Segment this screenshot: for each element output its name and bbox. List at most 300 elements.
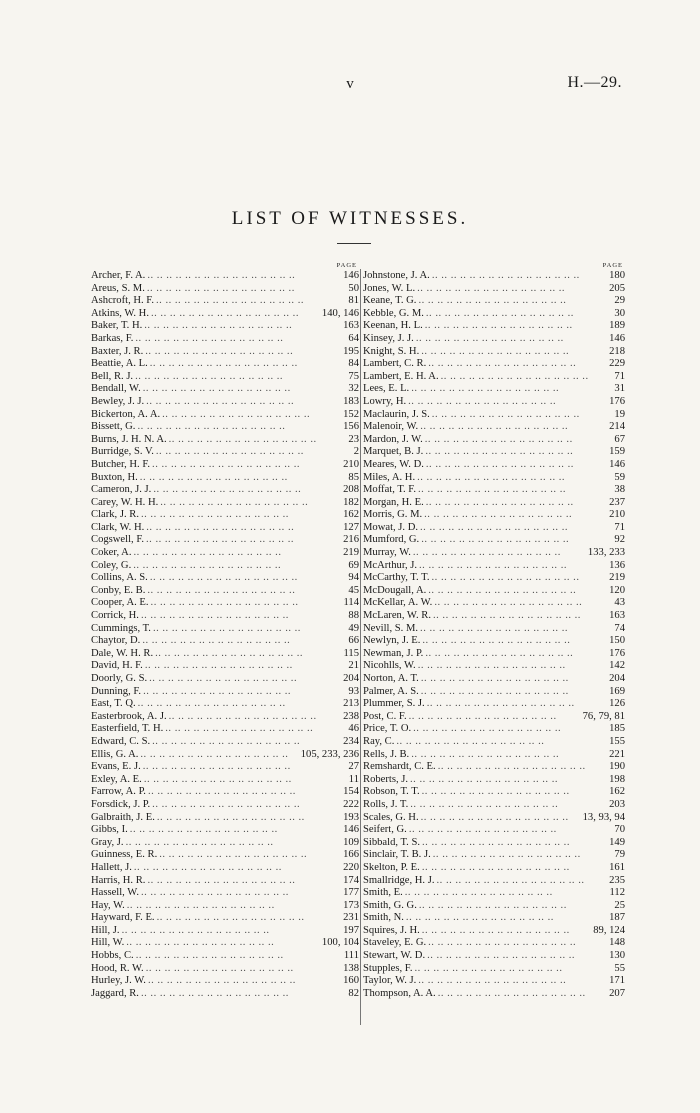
page-header-center: v — [346, 76, 354, 92]
witness-entry — [363, 421, 625, 434]
leader-dots: .. .. .. .. .. .. .. .. .. .. .. .. .. .. .. .. — [133, 861, 282, 873]
witness-page-ref: 180 — [609, 270, 625, 281]
witness-name: Mowat, J. D. — [363, 521, 419, 533]
witness-entry — [91, 320, 359, 333]
witness-entry — [91, 900, 359, 913]
witness-name: Hurley, J. W. — [91, 975, 146, 987]
witness-name: Easterfield, T. H. — [91, 723, 164, 735]
witness-entry — [91, 812, 359, 825]
witness-page-ref: 45 — [348, 584, 359, 596]
witness-entry — [91, 610, 359, 623]
witness-name: Skelton, P. E. — [363, 861, 420, 873]
witness-page-ref: 127 — [343, 521, 359, 533]
witness-page-ref: 177 — [343, 887, 359, 899]
witness-entry — [91, 472, 359, 485]
witness-name: Keane, T. G. — [363, 295, 417, 307]
witness-name: Buxton, H. — [91, 471, 138, 483]
witness-page-ref: 66 — [348, 635, 359, 647]
witness-page-ref: 111 — [343, 950, 359, 962]
witness-name: Exley, A. E. — [91, 773, 142, 785]
leader-dots: .. .. .. .. .. .. .. .. .. .. .. .. .. .. .. .. — [142, 761, 291, 773]
leader-dots: .. .. .. .. .. .. .. .. .. .. .. .. .. .. .. .. — [434, 597, 583, 609]
witness-entry — [91, 673, 359, 686]
witness-entry — [363, 761, 625, 774]
witness-entry — [363, 937, 625, 950]
witness-name: Nicohlls, W. — [363, 660, 416, 672]
witness-entry — [91, 547, 359, 560]
witness-entry — [363, 396, 625, 409]
witness-entry — [91, 497, 359, 510]
witness-page-ref: 166 — [343, 849, 359, 861]
witness-page-ref: 100, 104 — [321, 937, 359, 949]
witness-page-ref: 231 — [343, 912, 359, 924]
leader-dots: .. .. .. .. .. .. .. .. .. .. .. .. .. .. .. .. — [431, 408, 580, 420]
witness-name: Gray, J. — [91, 836, 124, 848]
leader-dots: .. .. .. .. .. .. .. .. .. .. .. .. .. .. .. .. — [149, 358, 298, 370]
witness-name: Coker, A. — [91, 547, 132, 559]
leader-dots: .. .. .. .. .. .. .. .. .. .. .. .. .. .. .. .. — [129, 824, 278, 836]
witness-page-ref: 133, 233 — [587, 547, 625, 559]
witness-page-ref: 146 — [609, 332, 625, 344]
leader-dots: .. .. .. .. .. .. .. .. .. .. .. .. .. .. .. .. — [420, 673, 569, 684]
witness-name: Jones, W. L. — [363, 282, 416, 294]
witness-page-ref: 38 — [614, 484, 625, 496]
leader-dots: .. .. .. .. .. .. .. .. .. .. .. .. .. .. .. .. — [144, 320, 293, 332]
witness-name: Conby, E. B. — [91, 584, 146, 596]
witness-name: Dale, W. H. R. — [91, 647, 154, 659]
leader-dots: .. .. .. .. .. .. .. .. .. .. .. .. .. .. .. .. — [428, 584, 577, 596]
witness-entry — [91, 963, 359, 976]
witness-page-ref: 85 — [348, 471, 359, 483]
leader-dots: .. .. .. .. .. .. .. .. .. .. .. .. .. .. .. .. — [155, 647, 304, 659]
witness-page-ref: 219 — [343, 547, 359, 559]
witness-page-ref: 31 — [614, 383, 625, 395]
witness-page-ref: 237 — [609, 496, 625, 508]
witness-name: Clark, W. H. — [91, 521, 145, 533]
leader-dots: .. .. .. .. .. .. .. .. .. .. .. .. .. .. .. .. — [424, 320, 573, 332]
witness-page-ref: 195 — [343, 345, 359, 357]
witness-page-ref: 148 — [609, 937, 625, 949]
witness-page-ref: 71 — [614, 370, 625, 382]
leader-dots: .. .. .. .. .. .. .. .. .. .. .. .. .. .. .. .. — [159, 849, 308, 861]
leader-dots: .. .. .. .. .. .. .. .. .. .. .. .. .. .. .. .. — [165, 723, 314, 735]
witness-name: Seifert, G. — [363, 824, 407, 836]
leader-dots: .. .. .. .. .. .. .. .. .. .. .. .. .. .. .. .. — [147, 584, 296, 596]
witness-name: Hay, W. — [91, 899, 125, 911]
witness-name: Robson, T. T. — [363, 786, 420, 798]
witness-name: Smith, N. — [363, 912, 404, 924]
leader-dots: .. .. .. .. .. .. .. .. .. .. .. .. .. .. .. .. — [140, 987, 289, 999]
witness-entry — [363, 409, 625, 422]
leader-dots: .. .. .. .. .. .. .. .. .. .. .. .. .. .. .. .. — [135, 950, 284, 962]
leader-dots: .. .. .. .. .. .. .. .. .. .. .. .. .. .. .. .. — [427, 950, 576, 962]
witness-name: Atkins, W. H. — [91, 307, 149, 319]
witness-name: Moffat, T. F. — [363, 484, 417, 496]
leader-dots: .. .. .. .. .. .. .. .. .. .. .. .. .. .. .. .. — [152, 798, 301, 810]
leader-dots: .. .. .. .. .. .. .. .. .. .. .. .. .. .. .. .. — [140, 509, 289, 521]
witness-name: Forsdick, J. P. — [91, 798, 151, 810]
witness-page-ref: 69 — [348, 559, 359, 571]
witness-page-ref: 174 — [343, 874, 359, 886]
witness-name: Stewart, W. D. — [363, 950, 426, 962]
witness-entry — [363, 585, 625, 598]
witness-page-ref: 30 — [614, 307, 625, 319]
leader-dots: .. .. .. .. .. .. .. .. .. .. .. .. .. .. .. .. — [410, 798, 559, 810]
leader-dots: .. .. .. .. .. .. .. .. .. .. .. .. .. .. .. .. — [436, 874, 585, 886]
witness-entry — [91, 597, 359, 610]
page-column-label: PAGE — [602, 262, 623, 269]
witness-page-ref: 238 — [343, 710, 359, 722]
witness-entry — [363, 358, 625, 371]
witness-page-ref: 130 — [609, 950, 625, 962]
witness-page-ref: 204 — [609, 673, 625, 684]
witness-page-ref: 120 — [609, 584, 625, 596]
witness-page-ref: 13, 93, 94 — [582, 811, 625, 823]
leader-dots: .. .. .. .. .. .. .. .. .. .. .. .. .. .. .. .. — [155, 446, 304, 458]
witness-name: Ray, C. — [363, 735, 395, 747]
leader-dots: .. .. .. .. .. .. .. .. .. .. .. .. .. .. .. .. — [420, 622, 569, 634]
witness-page-ref: 162 — [609, 786, 625, 798]
witness-entry — [363, 459, 625, 472]
witness-name: Hassell, W. — [91, 887, 139, 899]
leader-dots: .. .. .. .. .. .. .. .. .. .. .. .. .. .. .. .. — [146, 534, 294, 546]
witness-name: Baker, T. H. — [91, 320, 143, 332]
leader-dots: .. .. .. .. .. .. .. .. .. .. .. .. .. .. .. .. — [160, 496, 309, 508]
witness-page-ref: 94 — [348, 572, 359, 584]
witness-name: Miles, A. H. — [363, 471, 416, 483]
witness-entry — [91, 912, 359, 925]
witness-entry — [363, 560, 625, 573]
witness-entry — [91, 799, 359, 812]
leader-dots: .. .. .. .. .. .. .. .. .. .. .. .. .. .. .. .. — [418, 484, 566, 496]
title-rule — [337, 243, 371, 244]
witness-entry — [363, 723, 625, 736]
witness-name: Smith, E. — [363, 887, 403, 899]
leader-dots: .. .. .. .. .. .. .. .. .. .. .. .. .. .. .. .. — [418, 975, 567, 987]
leader-dots: .. .. .. .. .. .. .. .. .. .. .. .. .. .. .. .. — [139, 471, 288, 483]
leader-dots: .. .. .. .. .. .. .. .. .. .. .. .. .. .. .. .. — [437, 761, 586, 773]
page-column-label: PAGE — [336, 262, 357, 269]
witness-page-ref: 204 — [343, 673, 359, 684]
witness-entry — [363, 446, 625, 459]
witness-entry — [363, 711, 625, 724]
witness-name: Knight, S. H. — [363, 345, 420, 357]
witness-entry — [91, 383, 359, 396]
witness-entry — [363, 484, 625, 497]
witness-entry — [91, 950, 359, 963]
witness-name: Dunning, F. — [91, 685, 142, 697]
witness-list-right — [363, 270, 625, 1000]
page-header-reference: H.—29. — [567, 74, 622, 91]
witness-entry — [363, 988, 625, 1001]
witness-page-ref: 93 — [348, 685, 359, 697]
witness-entry — [363, 648, 625, 661]
witness-entry — [363, 522, 625, 535]
witness-name: Price, T. O. — [363, 723, 412, 735]
leader-dots: .. .. .. .. .. .. .. .. .. .. .. .. .. .. .. .. — [168, 433, 317, 445]
witness-name: Keenan, H. L. — [363, 320, 423, 332]
leader-dots: .. .. .. .. .. .. .. .. .. .. .. .. .. .. .. .. — [425, 458, 574, 470]
leader-dots: .. .. .. .. .. .. .. .. .. .. .. .. .. .. .. .. — [143, 773, 292, 785]
witness-entry — [91, 711, 359, 724]
witness-page-ref: 210 — [343, 458, 359, 470]
witness-page-ref: 162 — [343, 509, 359, 521]
witness-name: Lees, E. L. — [363, 383, 410, 395]
witness-name: Collins, A. S. — [91, 572, 148, 584]
witness-page-ref: 50 — [348, 282, 359, 294]
leader-dots: .. .. .. .. .. .. .. .. .. .. .. .. .. .. .. .. — [410, 773, 559, 785]
witness-entry — [91, 358, 359, 371]
witness-name: Baxter, J. R. — [91, 345, 144, 357]
witness-name: Burridge, S. V. — [91, 446, 154, 458]
leader-dots: .. .. .. .. .. .. .. .. .. .. .. .. .. .. .. .. — [133, 559, 282, 571]
witness-page-ref: 29 — [614, 295, 625, 307]
witness-page-ref: 115 — [343, 647, 359, 659]
witness-page-ref: 159 — [609, 446, 625, 458]
witness-name: Evans, E. J. — [91, 761, 141, 773]
witness-entry — [363, 698, 625, 711]
witness-name: Cummings, T. — [91, 622, 151, 634]
witness-entry — [363, 812, 625, 825]
witness-name: Bissett, G. — [91, 421, 136, 433]
witness-page-ref: 235 — [609, 874, 625, 886]
witness-name: Norton, A. T. — [363, 673, 419, 684]
witness-entry — [363, 597, 625, 610]
leader-dots: .. .. .. .. .. .. .. .. .. .. .. .. .. .. .. .. — [149, 572, 298, 584]
leader-dots: .. .. .. .. .. .. .. .. .. .. .. .. .. .. .. .. — [145, 345, 294, 357]
witness-page-ref: 163 — [343, 320, 359, 332]
witness-entry — [91, 749, 359, 762]
leader-dots: .. .. .. .. .. .. .. .. .. .. .. .. .. .. .. .. — [135, 332, 284, 344]
witness-name: Squires, J. H. — [363, 924, 420, 936]
witness-name: Plummer, S. J. — [363, 698, 425, 710]
witness-entry — [91, 723, 359, 736]
witness-page-ref: 208 — [343, 484, 359, 496]
witness-page-ref: 19 — [614, 408, 625, 420]
witness-page-ref: 149 — [609, 836, 625, 848]
witness-page-ref: 126 — [609, 698, 625, 710]
witness-name: Murray, W. — [363, 547, 411, 559]
witness-page-ref: 49 — [348, 622, 359, 634]
witness-page-ref: 205 — [609, 282, 625, 294]
leader-dots: .. .. .. .. .. .. .. .. .. .. .. .. .. .. .. .. — [428, 937, 577, 949]
witness-page-ref: 112 — [609, 887, 625, 899]
witness-entry — [363, 547, 625, 560]
witness-page-ref: 105, 233, 236 — [300, 748, 359, 760]
leader-dots: .. .. .. .. .. .. .. .. .. .. .. .. .. .. .. .. — [420, 521, 569, 533]
witness-entry — [91, 875, 359, 888]
leader-dots: .. .. .. .. .. .. .. .. .. .. .. .. .. .. .. .. — [437, 987, 586, 999]
witness-page-ref: 161 — [609, 861, 625, 873]
leader-dots: .. .. .. .. .. .. .. .. .. .. .. .. .. .. .. .. — [421, 786, 570, 798]
leader-dots: .. .. .. .. .. .. .. .. .. .. .. .. .. .. .. .. — [152, 622, 301, 634]
leader-dots: .. .. .. .. .. .. .. .. .. .. .. .. .. .. .. .. — [156, 811, 305, 823]
leader-dots: .. .. .. .. .. .. .. .. .. .. .. .. .. .. .. .. — [133, 547, 282, 559]
witness-column-right — [363, 261, 625, 1000]
witness-page-ref: 88 — [348, 610, 359, 622]
witness-name: Jaggard, R. — [91, 987, 139, 999]
leader-dots: .. .. .. .. .. .. .. .. .. .. .. .. .. .. .. .. — [421, 345, 570, 357]
witness-column-left — [91, 261, 359, 1000]
witness-name: Areus, S. M. — [91, 282, 145, 294]
witness-page-ref: 140, 146 — [321, 307, 359, 319]
witness-entry — [363, 862, 625, 875]
witness-page-ref: 218 — [609, 345, 625, 357]
leader-dots: .. .. .. .. .. .. .. .. .. .. .. .. .. .. .. .. — [396, 735, 545, 747]
witness-name: Roberts, J. — [363, 773, 409, 785]
witness-entry — [363, 270, 625, 283]
witness-name: Kebble, G. M. — [363, 307, 424, 319]
leader-dots: .. .. .. .. .. .. .. .. .. .. .. .. .. .. .. .. — [152, 735, 301, 747]
witness-page-ref: 146 — [609, 458, 625, 470]
witness-name: Sibbald, T. S. — [363, 836, 420, 848]
witness-name: Lowry, H. — [363, 395, 407, 407]
leader-dots: .. .. .. .. .. .. .. .. .. .. .. .. .. .. .. .. — [432, 610, 581, 622]
witness-entry — [363, 383, 625, 396]
leader-dots: .. .. .. .. .. .. .. .. .. .. .. .. .. .. .. .. — [420, 421, 569, 433]
witness-page-ref: 136 — [609, 559, 625, 571]
witness-page-ref: 150 — [609, 635, 625, 647]
witness-entry — [91, 887, 359, 900]
witness-name: McDougall, A. — [363, 584, 427, 596]
witness-entry — [91, 975, 359, 988]
leader-dots: .. .. .. .. .. .. .. .. .. .. .. .. .. .. .. .. — [137, 421, 286, 433]
witness-name: Hayward, F. E. — [91, 912, 155, 924]
leader-dots: .. .. .. .. .. .. .. .. .. .. .. .. .. .. .. .. — [426, 698, 575, 710]
witness-name: Post, C. F. — [363, 710, 407, 722]
witness-name: Doorly, G. S. — [91, 673, 148, 684]
leader-dots: .. .. .. .. .. .. .. .. .. .. .. .. .. .. .. .. — [147, 270, 296, 281]
leader-dots: .. .. .. .. .. .. .. .. .. .. .. .. .. .. .. .. — [145, 962, 294, 974]
witness-entry — [91, 585, 359, 598]
leader-dots: .. .. .. .. .. .. .. .. .. .. .. .. .. .. .. .. — [404, 887, 553, 899]
witness-name: Gibbs, I. — [91, 824, 128, 836]
witness-entry — [363, 534, 625, 547]
witness-entry — [91, 434, 359, 447]
witness-name: Sinclair, T. B. J. — [363, 849, 431, 861]
witness-entry — [91, 421, 359, 434]
witness-entry — [91, 686, 359, 699]
witness-page-ref: 214 — [609, 421, 625, 433]
witness-name: Hill, W. — [91, 937, 125, 949]
witness-entry — [91, 837, 359, 850]
witness-entry — [91, 509, 359, 522]
witness-name: Galbraith, J. E. — [91, 811, 155, 823]
witness-entry — [91, 925, 359, 938]
witness-entry — [363, 572, 625, 585]
witness-entry — [91, 786, 359, 799]
witness-entry — [363, 887, 625, 900]
witness-name: Hobbs, C. — [91, 950, 134, 962]
leader-dots: .. .. .. .. .. .. .. .. .. .. .. .. .. .. .. .. — [140, 748, 289, 760]
witness-name: Mumford, G. — [363, 534, 420, 546]
witness-name: McLaren, W. R. — [363, 610, 431, 622]
witness-name: East, T. Q. — [91, 698, 136, 710]
leader-dots: .. .. .. .. .. .. .. .. .. .. .. .. .. .. .. .. — [144, 660, 293, 672]
witness-entry — [91, 560, 359, 573]
witness-name: Clark, J. R. — [91, 509, 139, 521]
leader-dots: .. .. .. .. .. .. .. .. .. .. .. .. .. .. .. .. — [425, 647, 574, 659]
witness-entry — [91, 522, 359, 535]
witness-name: Ellis, G. A. — [91, 748, 139, 760]
witness-name: Bickerton, A. A. — [91, 408, 161, 420]
leader-dots: .. .. .. .. .. .. .. .. .. .. .. .. .. .. .. .. — [417, 471, 566, 483]
witness-entry — [91, 648, 359, 661]
leader-dots: .. .. .. .. .. .. .. .. .. .. .. .. .. .. .. .. — [415, 332, 564, 344]
witness-page-ref: 176 — [609, 647, 625, 659]
witness-name: Johnstone, J. A. — [363, 270, 430, 281]
leader-dots: .. .. .. .. .. .. .. .. .. .. .. .. .. .. .. .. — [168, 710, 317, 722]
witness-page-ref: 23 — [348, 433, 359, 445]
witness-name: Marquet, B. J. — [363, 446, 424, 458]
leader-dots: .. .. .. .. .. .. .. .. .. .. .. .. .. .. .. .. — [431, 270, 580, 281]
witness-page-ref: 169 — [609, 685, 625, 697]
witness-page-ref: 142 — [609, 660, 625, 672]
witness-name: Easterbrook, A. J. — [91, 710, 167, 722]
leader-dots: .. .. .. .. .. .. .. .. .. .. .. .. .. .. .. .. — [421, 861, 570, 873]
leader-dots: .. .. .. .. .. .. .. .. .. .. .. .. .. .. .. .. — [408, 395, 557, 407]
witness-entry — [363, 610, 625, 623]
witness-entry — [91, 824, 359, 837]
leader-dots: .. .. .. .. .. .. .. .. .. .. .. .. .. .. .. .. — [147, 786, 296, 798]
witness-entry — [363, 283, 625, 296]
witness-page-ref: 11 — [348, 773, 359, 785]
witness-entry — [91, 446, 359, 459]
witness-name: Barkas, F. — [91, 332, 134, 344]
leader-dots: .. .. .. .. .. .. .. .. .. .. .. .. .. .. .. .. — [417, 660, 566, 672]
witness-entry — [91, 409, 359, 422]
witness-page-ref: 176 — [609, 395, 625, 407]
witness-entry — [91, 371, 359, 384]
leader-dots: .. .. .. .. .. .. .. .. .. .. .. .. .. .. .. .. — [126, 937, 275, 949]
witness-page-ref: 163 — [609, 610, 625, 622]
witness-name: Newlyn, J. E. — [363, 635, 421, 647]
witness-name: Corrick, H. — [91, 610, 139, 622]
witness-name: Rells, J. B. — [363, 748, 410, 760]
witness-entry — [363, 950, 625, 963]
witness-entry — [91, 333, 359, 346]
witness-page-ref: 155 — [609, 735, 625, 747]
witness-entry — [91, 572, 359, 585]
witness-page-ref: 234 — [343, 735, 359, 747]
leader-dots: .. .. .. .. .. .. .. .. .. .. .. .. .. .. .. .. — [162, 408, 311, 420]
witness-page-ref: 156 — [343, 421, 359, 433]
witness-name: Hood, R. W. — [91, 962, 144, 974]
leader-dots: .. .. .. .. .. .. .. .. .. .. .. .. .. .. .. .. — [150, 597, 299, 609]
witness-entry — [363, 434, 625, 447]
witness-name: Rolls, J. T. — [363, 798, 409, 810]
witness-page-ref: 82 — [348, 987, 359, 999]
witness-name: Smallridge, H. J. — [363, 874, 435, 886]
leader-dots: .. .. .. .. .. .. .. .. .. .. .. .. .. .. .. .. — [142, 383, 291, 395]
witness-entry — [91, 774, 359, 787]
leader-dots: .. .. .. .. .. .. .. .. .. .. .. .. .. .. .. .. — [414, 962, 563, 974]
witness-page-ref: 32 — [348, 383, 359, 395]
leader-dots: .. .. .. .. .. .. .. .. .. .. .. .. .. .. .. .. — [121, 924, 270, 936]
leader-dots: .. .. .. .. .. .. .. .. .. .. .. .. .. .. .. .. — [147, 975, 296, 987]
witness-name: Bewley, J. J. — [91, 395, 145, 407]
witness-name: Morgan, H. E. — [363, 496, 424, 508]
leader-dots: .. .. .. .. .. .. .. .. .. .. .. .. .. .. .. .. — [147, 874, 296, 886]
witness-list-left — [91, 270, 359, 1000]
witness-page-ref: 70 — [614, 824, 625, 836]
witness-page-ref: 198 — [609, 773, 625, 785]
witness-page-ref: 229 — [609, 358, 625, 370]
witness-page-ref: 207 — [609, 987, 625, 999]
witness-entry — [363, 849, 625, 862]
leader-dots: .. .. .. .. .. .. .. .. .. .. .. .. .. .. .. .. — [421, 534, 570, 546]
witness-entry — [363, 346, 625, 359]
